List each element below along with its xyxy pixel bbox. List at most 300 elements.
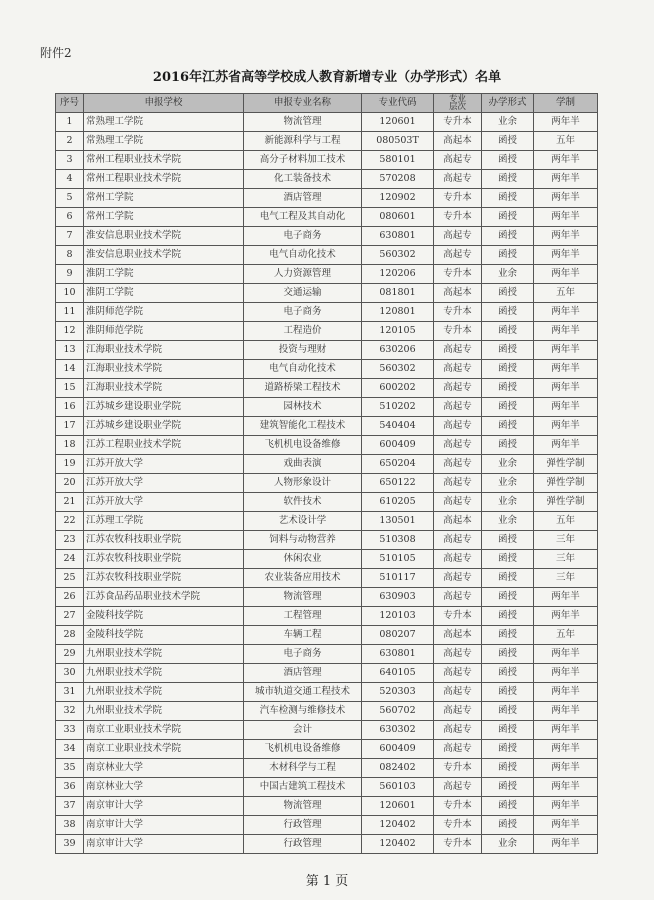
cell-level: 高起专 — [434, 740, 482, 759]
cell-school: 九州职业技术学院 — [84, 645, 244, 664]
cell-school: 江海职业技术学院 — [84, 341, 244, 360]
cell-school: 淮阴师范学院 — [84, 322, 244, 341]
cell-duration: 两年半 — [534, 740, 598, 759]
table-row — [56, 683, 598, 702]
cell-school: 江苏农牧科技职业学院 — [84, 550, 244, 569]
cell-index: 1 — [56, 113, 84, 132]
cell-major: 电气工程及其自动化 — [244, 208, 362, 227]
cell-level: 高起专 — [434, 151, 482, 170]
cell-form: 函授 — [482, 360, 534, 379]
cell-level: 高起专 — [434, 531, 482, 550]
cell-level: 专升本 — [434, 208, 482, 227]
table-row — [56, 379, 598, 398]
table-row — [56, 284, 598, 303]
cell-form: 函授 — [482, 721, 534, 740]
cell-level: 高起专 — [434, 417, 482, 436]
cell-form: 函授 — [482, 189, 534, 208]
cell-major: 饲料与动物营养 — [244, 531, 362, 550]
cell-index: 25 — [56, 569, 84, 588]
cell-school: 淮阴工学院 — [84, 265, 244, 284]
cell-form: 函授 — [482, 531, 534, 550]
cell-index: 17 — [56, 417, 84, 436]
cell-code: 630206 — [362, 341, 434, 360]
cell-level: 高起专 — [434, 455, 482, 474]
cell-form: 函授 — [482, 645, 534, 664]
cell-major: 新能源科学与工程 — [244, 132, 362, 151]
header-duration: 学制 — [534, 94, 598, 113]
cell-major: 休闲农业 — [244, 550, 362, 569]
cell-index: 37 — [56, 797, 84, 816]
cell-duration: 弹性学制 — [534, 493, 598, 512]
cell-code: 120103 — [362, 607, 434, 626]
cell-form: 函授 — [482, 702, 534, 721]
table-row — [56, 303, 598, 322]
cell-school: 南京审计大学 — [84, 816, 244, 835]
cell-form: 函授 — [482, 550, 534, 569]
cell-level: 高起专 — [434, 645, 482, 664]
cell-code: 520303 — [362, 683, 434, 702]
cell-school: 江苏开放大学 — [84, 474, 244, 493]
cell-index: 26 — [56, 588, 84, 607]
cell-index: 7 — [56, 227, 84, 246]
cell-major: 电气自动化技术 — [244, 360, 362, 379]
table-row — [56, 151, 598, 170]
cell-code: 130501 — [362, 512, 434, 531]
table-row — [56, 645, 598, 664]
cell-form: 函授 — [482, 341, 534, 360]
table-row — [56, 208, 598, 227]
cell-level: 专升本 — [434, 265, 482, 284]
cell-major: 投资与理财 — [244, 341, 362, 360]
cell-index: 18 — [56, 436, 84, 455]
cell-level: 高起专 — [434, 341, 482, 360]
cell-school: 江苏工程职业技术学院 — [84, 436, 244, 455]
cell-school: 九州职业技术学院 — [84, 664, 244, 683]
cell-school: 九州职业技术学院 — [84, 702, 244, 721]
cell-major: 工程管理 — [244, 607, 362, 626]
cell-major: 电气自动化技术 — [244, 246, 362, 265]
cell-level: 专升本 — [434, 607, 482, 626]
cell-code: 510117 — [362, 569, 434, 588]
cell-index: 3 — [56, 151, 84, 170]
cell-duration: 五年 — [534, 512, 598, 531]
table-row — [56, 588, 598, 607]
cell-form: 函授 — [482, 379, 534, 398]
cell-code: 081801 — [362, 284, 434, 303]
table-row — [56, 721, 598, 740]
cell-duration: 三年 — [534, 531, 598, 550]
cell-duration: 五年 — [534, 626, 598, 645]
cell-level: 高起专 — [434, 721, 482, 740]
cell-level: 高起专 — [434, 246, 482, 265]
cell-index: 14 — [56, 360, 84, 379]
cell-school: 江海职业技术学院 — [84, 360, 244, 379]
cell-form: 函授 — [482, 170, 534, 189]
cell-major: 建筑智能化工程技术 — [244, 417, 362, 436]
cell-major: 木材科学与工程 — [244, 759, 362, 778]
cell-duration: 两年半 — [534, 417, 598, 436]
page-number: 第 1 页 — [305, 874, 349, 889]
cell-code: 600202 — [362, 379, 434, 398]
cell-school: 常熟理工学院 — [84, 113, 244, 132]
cell-school: 江海职业技术学院 — [84, 379, 244, 398]
cell-school: 常州工学院 — [84, 189, 244, 208]
cell-school: 江苏理工学院 — [84, 512, 244, 531]
cell-index: 34 — [56, 740, 84, 759]
cell-major: 飞机机电设备维修 — [244, 740, 362, 759]
cell-code: 560302 — [362, 246, 434, 265]
cell-duration: 两年半 — [534, 151, 598, 170]
cell-major: 汽车检测与维修技术 — [244, 702, 362, 721]
cell-duration: 弹性学制 — [534, 474, 598, 493]
cell-duration: 两年半 — [534, 588, 598, 607]
cell-level: 高起本 — [434, 132, 482, 151]
cell-code: 640105 — [362, 664, 434, 683]
new-majors-table — [55, 93, 598, 854]
cell-index: 12 — [56, 322, 84, 341]
cell-school: 淮阴师范学院 — [84, 303, 244, 322]
cell-form: 业余 — [482, 512, 534, 531]
header-code: 专业代码 — [362, 94, 434, 113]
cell-level: 高起本 — [434, 626, 482, 645]
cell-school: 南京审计大学 — [84, 797, 244, 816]
table-row — [56, 341, 598, 360]
cell-code: 650204 — [362, 455, 434, 474]
cell-level: 专升本 — [434, 189, 482, 208]
cell-code: 630801 — [362, 227, 434, 246]
cell-duration: 两年半 — [534, 379, 598, 398]
cell-code: 630903 — [362, 588, 434, 607]
cell-index: 38 — [56, 816, 84, 835]
table-row — [56, 816, 598, 835]
cell-level: 高起本 — [434, 284, 482, 303]
cell-duration: 两年半 — [534, 759, 598, 778]
cell-major: 农业装备应用技术 — [244, 569, 362, 588]
cell-major: 行政管理 — [244, 816, 362, 835]
cell-level: 专升本 — [434, 759, 482, 778]
cell-major: 酒店管理 — [244, 189, 362, 208]
cell-school: 常州工程职业技术学院 — [84, 151, 244, 170]
cell-level: 专升本 — [434, 113, 482, 132]
cell-index: 20 — [56, 474, 84, 493]
cell-school: 淮安信息职业技术学院 — [84, 246, 244, 265]
cell-level: 高起专 — [434, 398, 482, 417]
cell-major: 电子商务 — [244, 303, 362, 322]
cell-school: 江苏城乡建设职业学院 — [84, 417, 244, 436]
cell-level: 高起专 — [434, 702, 482, 721]
table-row — [56, 417, 598, 436]
cell-index: 39 — [56, 835, 84, 854]
cell-duration: 两年半 — [534, 265, 598, 284]
cell-form: 函授 — [482, 303, 534, 322]
table-row — [56, 265, 598, 284]
cell-school: 淮阴工学院 — [84, 284, 244, 303]
cell-duration: 两年半 — [534, 683, 598, 702]
cell-major: 电子商务 — [244, 645, 362, 664]
cell-duration: 两年半 — [534, 170, 598, 189]
cell-code: 120206 — [362, 265, 434, 284]
cell-school: 江苏农牧科技职业学院 — [84, 531, 244, 550]
cell-index: 36 — [56, 778, 84, 797]
cell-major: 会计 — [244, 721, 362, 740]
header-major: 申报专业名称 — [244, 94, 362, 113]
cell-level: 高起专 — [434, 170, 482, 189]
cell-duration: 两年半 — [534, 303, 598, 322]
cell-school: 淮安信息职业技术学院 — [84, 227, 244, 246]
cell-index: 13 — [56, 341, 84, 360]
table-row — [56, 360, 598, 379]
cell-index: 9 — [56, 265, 84, 284]
cell-school: 南京工业职业技术学院 — [84, 721, 244, 740]
attachment-label: 附件2 — [40, 46, 72, 60]
cell-code: 650122 — [362, 474, 434, 493]
cell-duration: 两年半 — [534, 607, 598, 626]
cell-code: 120801 — [362, 303, 434, 322]
cell-school: 江苏开放大学 — [84, 455, 244, 474]
cell-duration: 两年半 — [534, 322, 598, 341]
cell-form: 函授 — [482, 664, 534, 683]
table-row — [56, 759, 598, 778]
cell-code: 080503T — [362, 132, 434, 151]
cell-level: 高起专 — [434, 778, 482, 797]
cell-index: 11 — [56, 303, 84, 322]
cell-duration: 两年半 — [534, 360, 598, 379]
cell-index: 23 — [56, 531, 84, 550]
cell-code: 120105 — [362, 322, 434, 341]
cell-level: 高起专 — [434, 227, 482, 246]
cell-level: 高起专 — [434, 474, 482, 493]
cell-form: 函授 — [482, 607, 534, 626]
cell-code: 080601 — [362, 208, 434, 227]
cell-school: 江苏城乡建设职业学院 — [84, 398, 244, 417]
cell-code: 080207 — [362, 626, 434, 645]
cell-duration: 两年半 — [534, 398, 598, 417]
cell-school: 江苏食品药品职业技术学院 — [84, 588, 244, 607]
cell-code: 082402 — [362, 759, 434, 778]
cell-duration: 两年半 — [534, 341, 598, 360]
cell-form: 函授 — [482, 322, 534, 341]
cell-code: 540404 — [362, 417, 434, 436]
cell-code: 120402 — [362, 835, 434, 854]
table-row — [56, 436, 598, 455]
table-row — [56, 189, 598, 208]
cell-major: 软件技术 — [244, 493, 362, 512]
cell-major: 物流管理 — [244, 113, 362, 132]
table-row — [56, 170, 598, 189]
cell-code: 560702 — [362, 702, 434, 721]
table-row — [56, 246, 598, 265]
cell-form: 函授 — [482, 246, 534, 265]
cell-school: 九州职业技术学院 — [84, 683, 244, 702]
cell-level: 高起专 — [434, 588, 482, 607]
cell-major: 道路桥梁工程技术 — [244, 379, 362, 398]
cell-major: 车辆工程 — [244, 626, 362, 645]
cell-code: 120601 — [362, 797, 434, 816]
table-row — [56, 531, 598, 550]
cell-major: 飞机机电设备维修 — [244, 436, 362, 455]
cell-duration: 两年半 — [534, 189, 598, 208]
cell-duration: 五年 — [534, 284, 598, 303]
table-row — [56, 702, 598, 721]
table-row — [56, 322, 598, 341]
cell-level: 高起专 — [434, 683, 482, 702]
table-row — [56, 227, 598, 246]
cell-major: 化工装备技术 — [244, 170, 362, 189]
table-header-row — [56, 94, 598, 113]
cell-form: 函授 — [482, 759, 534, 778]
table-row — [56, 740, 598, 759]
cell-school: 南京林业大学 — [84, 778, 244, 797]
cell-code: 630801 — [362, 645, 434, 664]
cell-code: 120402 — [362, 816, 434, 835]
cell-index: 5 — [56, 189, 84, 208]
cell-school: 常州工学院 — [84, 208, 244, 227]
cell-school: 金陵科技学院 — [84, 607, 244, 626]
cell-code: 600409 — [362, 436, 434, 455]
cell-level: 高起专 — [434, 664, 482, 683]
header-form: 办学形式 — [482, 94, 534, 113]
cell-form: 函授 — [482, 417, 534, 436]
cell-form: 函授 — [482, 436, 534, 455]
cell-major: 物流管理 — [244, 797, 362, 816]
cell-code: 120601 — [362, 113, 434, 132]
cell-form: 函授 — [482, 740, 534, 759]
cell-form: 业余 — [482, 113, 534, 132]
cell-code: 510308 — [362, 531, 434, 550]
cell-school: 常州工程职业技术学院 — [84, 170, 244, 189]
table-row — [56, 113, 598, 132]
cell-major: 人力资源管理 — [244, 265, 362, 284]
header-school: 申报学校 — [84, 94, 244, 113]
cell-code: 510105 — [362, 550, 434, 569]
cell-index: 10 — [56, 284, 84, 303]
cell-major: 人物形象设计 — [244, 474, 362, 493]
table-row — [56, 474, 598, 493]
cell-form: 函授 — [482, 151, 534, 170]
cell-index: 30 — [56, 664, 84, 683]
cell-code: 610205 — [362, 493, 434, 512]
cell-form: 函授 — [482, 588, 534, 607]
cell-code: 560103 — [362, 778, 434, 797]
table-row — [56, 398, 598, 417]
cell-major: 行政管理 — [244, 835, 362, 854]
cell-level: 专升本 — [434, 816, 482, 835]
cell-level: 高起专 — [434, 379, 482, 398]
cell-code: 580101 — [362, 151, 434, 170]
cell-level: 高起专 — [434, 436, 482, 455]
table-row — [56, 132, 598, 151]
cell-index: 22 — [56, 512, 84, 531]
cell-duration: 两年半 — [534, 797, 598, 816]
cell-index: 16 — [56, 398, 84, 417]
cell-code: 510202 — [362, 398, 434, 417]
cell-index: 6 — [56, 208, 84, 227]
cell-duration: 两年半 — [534, 113, 598, 132]
table-row — [56, 626, 598, 645]
cell-code: 560302 — [362, 360, 434, 379]
cell-form: 函授 — [482, 797, 534, 816]
header-level: 专业 层次 — [434, 94, 482, 113]
cell-form: 业余 — [482, 265, 534, 284]
cell-duration: 两年半 — [534, 645, 598, 664]
cell-major: 工程造价 — [244, 322, 362, 341]
cell-duration: 两年半 — [534, 721, 598, 740]
cell-duration: 两年半 — [534, 778, 598, 797]
cell-duration: 两年半 — [534, 702, 598, 721]
cell-level: 高起专 — [434, 550, 482, 569]
cell-school: 江苏开放大学 — [84, 493, 244, 512]
cell-major: 物流管理 — [244, 588, 362, 607]
cell-level: 高起专 — [434, 569, 482, 588]
table-row — [56, 550, 598, 569]
cell-major: 艺术设计学 — [244, 512, 362, 531]
cell-level: 专升本 — [434, 322, 482, 341]
table-row — [56, 512, 598, 531]
cell-major: 电子商务 — [244, 227, 362, 246]
cell-form: 函授 — [482, 816, 534, 835]
cell-duration: 两年半 — [534, 835, 598, 854]
cell-form: 函授 — [482, 284, 534, 303]
cell-school: 金陵科技学院 — [84, 626, 244, 645]
cell-level: 高起专 — [434, 360, 482, 379]
cell-duration: 三年 — [534, 550, 598, 569]
header-index: 序号 — [56, 94, 84, 113]
table-row — [56, 778, 598, 797]
cell-duration: 两年半 — [534, 208, 598, 227]
table-body — [56, 113, 598, 854]
cell-form: 函授 — [482, 778, 534, 797]
cell-form: 函授 — [482, 569, 534, 588]
cell-duration: 两年半 — [534, 246, 598, 265]
cell-form: 业余 — [482, 835, 534, 854]
cell-form: 函授 — [482, 683, 534, 702]
cell-level: 高起本 — [434, 512, 482, 531]
cell-major: 园林技术 — [244, 398, 362, 417]
cell-level: 高起专 — [434, 493, 482, 512]
cell-level: 专升本 — [434, 797, 482, 816]
cell-form: 业余 — [482, 493, 534, 512]
cell-school: 南京审计大学 — [84, 835, 244, 854]
cell-index: 2 — [56, 132, 84, 151]
cell-form: 函授 — [482, 132, 534, 151]
table-row — [56, 493, 598, 512]
cell-major: 高分子材料加工技术 — [244, 151, 362, 170]
cell-index: 8 — [56, 246, 84, 265]
cell-duration: 两年半 — [534, 816, 598, 835]
cell-index: 35 — [56, 759, 84, 778]
cell-duration: 两年半 — [534, 664, 598, 683]
cell-form: 函授 — [482, 626, 534, 645]
cell-school: 南京林业大学 — [84, 759, 244, 778]
table-row — [56, 569, 598, 588]
cell-index: 31 — [56, 683, 84, 702]
cell-index: 24 — [56, 550, 84, 569]
cell-school: 江苏农牧科技职业学院 — [84, 569, 244, 588]
cell-index: 28 — [56, 626, 84, 645]
cell-index: 32 — [56, 702, 84, 721]
cell-level: 专升本 — [434, 303, 482, 322]
cell-major: 城市轨道交通工程技术 — [244, 683, 362, 702]
table-row — [56, 835, 598, 854]
cell-form: 函授 — [482, 227, 534, 246]
cell-major: 戏曲表演 — [244, 455, 362, 474]
cell-major: 交通运输 — [244, 284, 362, 303]
cell-form: 业余 — [482, 455, 534, 474]
cell-index: 15 — [56, 379, 84, 398]
cell-index: 21 — [56, 493, 84, 512]
cell-duration: 两年半 — [534, 227, 598, 246]
table-row — [56, 455, 598, 474]
